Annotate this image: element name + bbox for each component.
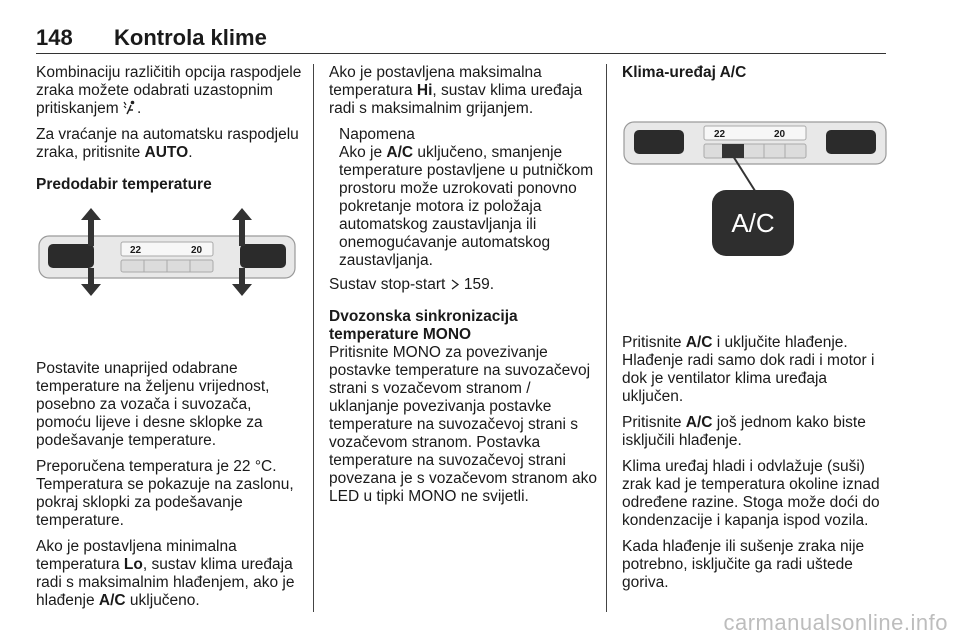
paragraph-maximum-temperature: Ako je postavljena maksimalna temperatura Hi, sustav klima uređaja radi s maksimalnim grijanjem.	[329, 64, 583, 117]
note-text: Ako je A/C uključeno, smanjenje temperature postavljene u putničkom prostoru može uzrokovati ponovno pokretanje motora iz položaja automatskog zaustavljanja ili onemogućavanje automatskog zaustavljanja.	[339, 144, 594, 269]
paragraph-recommended-temperature: Preporučena temperatura je 22 °C. Temperatura se pokazuje na zaslonu, pokraj sklopki za podešavanje temperature.	[36, 458, 294, 529]
column-divider-1	[313, 64, 314, 612]
arrow-down-right-icon	[232, 268, 252, 296]
display-temp-right: 20	[191, 245, 203, 256]
paragraph-mono: Pritisnite MONO za povezivanje postavke temperature na suvozačevoj strani s vozačevom stranom / uklanjanje povezivanja postavke temperature na suvozačevoj strani s vozačevom stranom. Postavka temperature na suvozačevoj strani povezana je s vozačevom stranom ako LED u tipki MONO ne svijetli.	[329, 344, 597, 505]
note-title: Napomena	[339, 126, 415, 143]
paragraph-ac-off: Pritisnite A/C još jednom kako biste isključili hlađenje.	[622, 414, 866, 449]
climate-panel-image	[36, 216, 298, 296]
heading-mono-line1: Dvozonska sinkronizacija	[329, 308, 518, 325]
climate-panel-figure-1	[36, 216, 306, 336]
arrow-down-left-icon	[81, 268, 101, 296]
paragraph-save-fuel: Kada hlađenje ili sušenje zraka nije potrebno, isključite ga radi uštede goriva.	[622, 538, 865, 591]
arrow-up-right-icon	[232, 208, 252, 246]
page-number: 148	[36, 25, 73, 50]
paragraph-set-temperature: Postavite unaprijed odabrane temperature na željenu vrijednost, posebno za vozača i suvozača, pomoću lijeve i desne sklopke za podešavanje temperature.	[36, 360, 270, 449]
page-reference-icon	[450, 279, 460, 290]
paragraph-auto: Za vraćanje na automatsku raspodjelu zraka, pritisnite AUTO.	[36, 126, 299, 161]
column-2	[329, 64, 599, 514]
paragraph-ac-on: Pritisnite A/C i uključite hlađenje. Hlađenje radi samo dok radi i motor i dok je ventilator klima uređaja uključen.	[622, 334, 875, 405]
column-divider-2	[606, 64, 607, 612]
paragraph-air-distribution: Kombinaciju različitih opcija raspodjele zraka možete odabrati uzastopnim pritiskanjem .	[36, 64, 302, 117]
heading-mono-line2: temperature MONO	[329, 326, 472, 343]
ac-button-callout: A/C	[731, 208, 775, 238]
paragraph-dehumidify: Klima uređaj hladi i odvlažuje (suši) zrak kad je temperatura okoline iznad određene razine. Stoga može doći do kondenzacije i kapanja ispod vozila.	[622, 458, 880, 529]
column-1	[36, 64, 306, 618]
display-temp-left: 22	[130, 245, 142, 256]
column-3	[622, 64, 892, 600]
ac-panel-image	[622, 116, 888, 288]
paragraph-minimum-temperature: Ako je postavljena minimalna temperatura Lo, sustav klima uređaja radi s maksimalnim hlađenjem, ako je hlađenje A/C uključeno.	[36, 538, 295, 609]
display-temp-left: 22	[714, 129, 726, 140]
page-reference-link[interactable]: 159	[463, 276, 490, 293]
watermark: carmanualsonline.info	[723, 610, 948, 635]
air-distribution-icon	[123, 100, 137, 115]
page-header	[36, 25, 886, 54]
heading-ac: Klima-uređaj A/C	[622, 64, 747, 81]
note-block	[329, 126, 599, 270]
climate-panel-figure-2	[622, 116, 892, 288]
heading-temperature-preset: Predodabir temperature	[36, 176, 212, 193]
arrow-up-left-icon	[81, 208, 101, 246]
display-temp-right: 20	[774, 129, 786, 140]
page-title: Kontrola klime	[114, 25, 267, 50]
paragraph-stop-start: Sustav stop-start 159.	[329, 276, 495, 293]
